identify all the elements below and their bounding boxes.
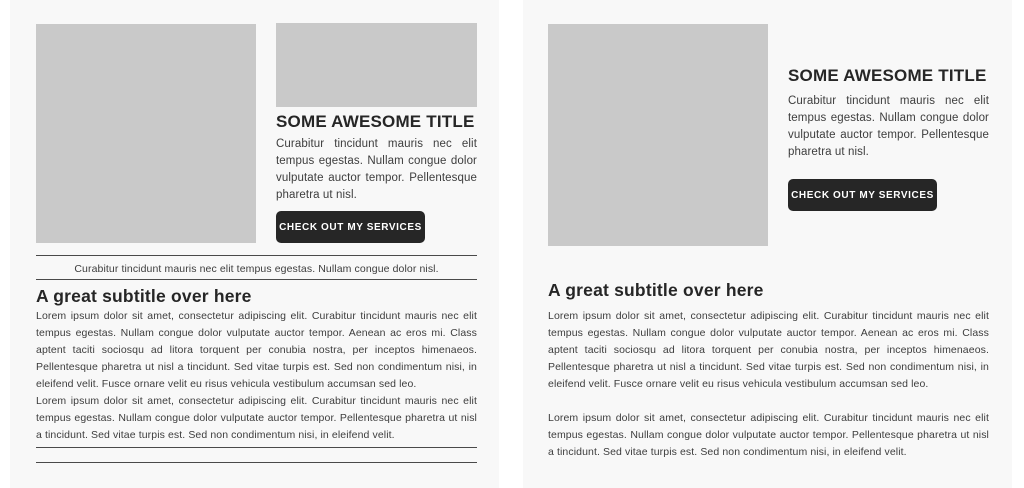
footer-rule-bottom [36,462,477,463]
section-subtitle: A great subtitle over here [548,280,764,300]
divider-rule-bottom [36,279,477,280]
body-copy-block [36,308,477,444]
body-paragraph: Lorem ipsum dolor sit amet, consectetur adipiscing elit. Curabitur tincidunt mauris nec elit tempus egestas. Nullam congue dolor vulputate auctor tempor. Pellentesque pharetra ut nisl a tincidunt. Sed vitae turpis est. Sed non condimentum nisi, in eleifend velit. [36,395,477,441]
check-out-services-button[interactable]: CHECK OUT MY SERVICES [788,179,937,211]
body-paragraph: Lorem ipsum dolor sit amet, consectetur adipiscing elit. Curabitur tincidunt mauris nec elit tempus egestas. Nullam congue dolor vulputate auctor tempor. Pellentesque pharetra ut nisl a tincidunt. Sed vitae turpis est. Sed non condimentum nisi, in eleifend velit. [548,412,989,458]
footer-rule-top [36,447,477,448]
body-paragraph: Lorem ipsum dolor sit amet, consectetur adipiscing elit. Curabitur tincidunt mauris nec elit tempus egestas. Nullam congue dolor vulputate auctor tempor. Aenean ac eros mi. Class aptent taciti sociosqu ad litora torquent per conubia nostra, per inceptos himenaeos. Pellentesque pharetra ut nisl a tincidunt. Sed vitae turpis est. Sed non condimentum nisi, in eleifend velit. Fusce ornare velit eu risus vehicula vestibulum accumsan sed leo. [36,310,477,390]
hero-image-placeholder [36,24,256,243]
body-paragraph: Lorem ipsum dolor sit amet, consectetur adipiscing elit. Curabitur tincidunt mauris nec elit tempus egestas. Nullam congue dolor vulputate auctor tempor. Aenean ac eros mi. Class aptent taciti sociosqu ad litora torquent per conubia nostra, per inceptos himenaeos. Pellentesque pharetra ut nisl a tincidunt. Sed vitae turpis est. Sed non condimentum nisi, in eleifend velit. Fusce ornare velit eu risus vehicula vestibulum accumsan sed leo. [548,310,989,390]
hero-body-text: Curabitur tincidunt mauris nec elit tempus egestas. Nullam congue dolor vulputate auctor tempor. Pellentesque pharetra ut nisl. [788,95,989,158]
tagline-text: Curabitur tincidunt mauris nec elit tempus egestas. Nullam congue dolor nisl. [74,263,439,275]
hero-thumbnail-placeholder [276,23,477,107]
hero-image-placeholder [548,24,768,246]
section-subtitle: A great subtitle over here [36,286,252,306]
check-out-services-button[interactable]: CHECK OUT MY SERVICES [276,211,425,243]
hero-title: SOME AWESOME TITLE [276,112,475,131]
divider-rule-top [36,255,477,256]
layout-variant-left-panel [10,0,499,488]
hero-title: SOME AWESOME TITLE [788,66,987,85]
layout-variant-right-panel [523,0,1012,488]
hero-body-text: Curabitur tincidunt mauris nec elit tempus egestas. Nullam congue dolor vulputate auctor tempor. Pellentesque pharetra ut nisl. [276,138,477,201]
